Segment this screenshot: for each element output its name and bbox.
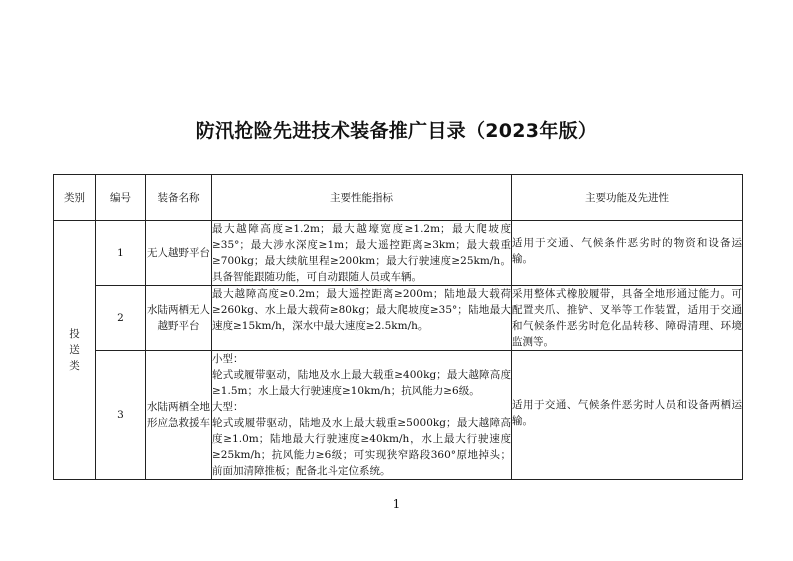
equipment-table: [53, 174, 743, 480]
page-number: 1: [392, 497, 401, 511]
function-description: 适用于交通、气候条件恶劣时人员和设备两栖运输。: [512, 351, 743, 480]
function-description: 适用于交通、气候条件恶劣时的物资和设备运输。: [512, 221, 743, 286]
header-specs: 主要性能指标: [212, 175, 512, 221]
header-name: 装备名称: [146, 175, 212, 221]
row-number: 2: [96, 286, 146, 351]
table-row: [54, 286, 743, 351]
category-char: 送: [69, 344, 80, 356]
category-cell: [54, 221, 96, 480]
row-number: 3: [96, 351, 146, 480]
header-number: 编号: [96, 175, 146, 221]
row-number: 1: [96, 221, 146, 286]
spec-line: 小型：: [212, 353, 244, 365]
spec-line: 轮式或履带驱动，陆地及水上最大载重≥400kg；最大越障高度≥1.5m；水上最大行驶速度≥10km/h；抗风能力≥6级。: [212, 369, 511, 397]
performance-specs: 最大越障高度≥1.2m；最大越壕宽度≥1.2m；最大爬坡度≥35°；最大涉水深度≥1m；最大遥控距离≥3km；最大载重≥700kg；最大续航里程≥200km；最大行驶速度≥25km/h。具备智能跟随功能，可自动跟随人员或车辆。: [212, 221, 512, 286]
header-functions: 主要功能及先进性: [512, 175, 743, 221]
table-header-row: [54, 175, 743, 221]
table-row: [54, 351, 743, 480]
performance-specs: 最大越障高度≥0.2m；最大遥控距离≥200m；陆地最大载荷≥260kg、水上最大载荷≥80kg；最大爬坡度≥35°；陆地最大速度≥15km/h，深水中最大速度≥2.5km/h。: [212, 286, 512, 351]
header-category: 类别: [54, 175, 96, 221]
category-char: 类: [69, 360, 80, 372]
equipment-name: 水陆两栖无人越野平台: [146, 286, 212, 351]
spec-line: 轮式或履带驱动，陆地及水上最大载重≥5000kg；最大越障高度≥1.0m；陆地最大行驶速度≥40km/h，水上最大行驶速度≥25km/h；抗风能力≥6级；可实现狭窄路段360°原地掉头；前面加清障推板；配备北斗定位系统。: [212, 417, 511, 477]
equipment-name: 无人越野平台: [146, 221, 212, 286]
performance-specs: [212, 351, 512, 480]
spec-line: 大型：: [212, 401, 244, 413]
document-title: 防汛抢险先进技术装备推广目录（2023年版）: [195, 120, 598, 142]
equipment-name: 水陆两栖全地形应急救援车: [146, 351, 212, 480]
category-char: 投: [69, 328, 80, 340]
function-description: 采用整体式橡胶履带，具备全地形通过能力。可配置夹爪、推铲、叉举等工作装置，适用于交通和气候条件恶劣时危化品转移、障碍清理、环境监测等。: [512, 286, 743, 351]
table-row: [54, 221, 743, 286]
